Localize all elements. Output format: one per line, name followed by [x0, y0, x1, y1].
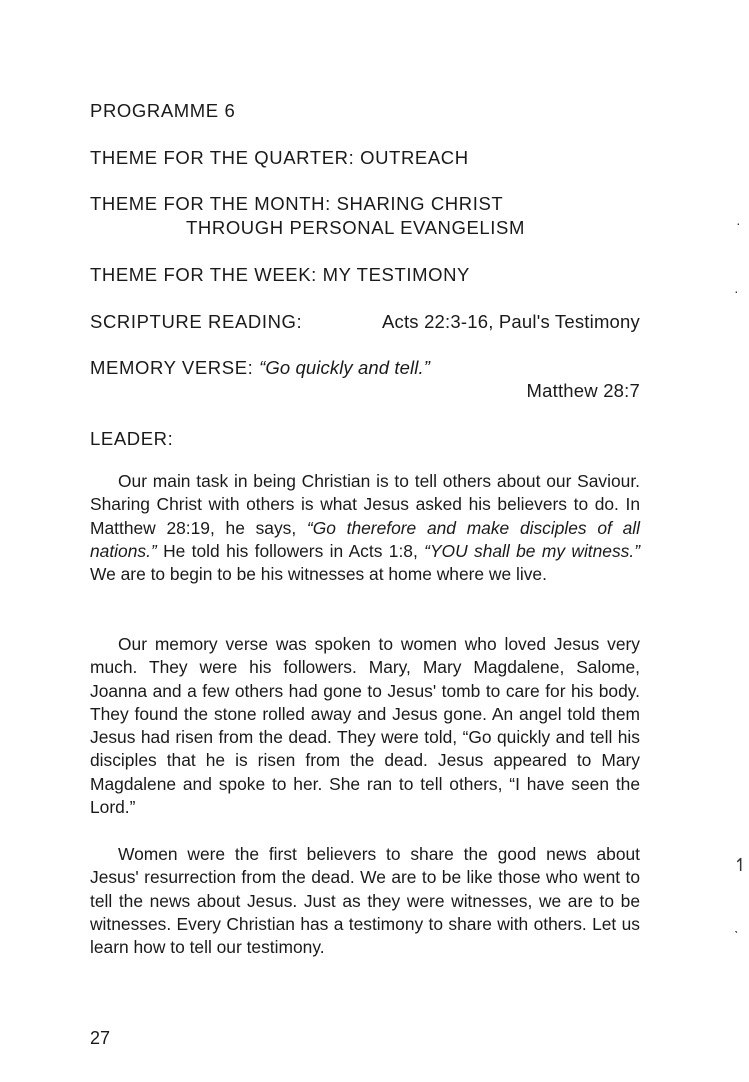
paragraph-3: Women were the first believers to share the good news about Jesus' resurrection from the dead. We are to be like those who went to tell the news about Jesus. Just as they were witnesses, we are to be witnesses. Every Christian has a testimony to share with others. Let us learn how to tell our testimony.: [90, 844, 640, 958]
paragraph-1: [90, 470, 640, 586]
leader-heading: LEADER:: [90, 428, 174, 449]
paragraph-2: Our memory verse was spoken to women who loved Jesus very much. They were his followers. Mary, Mary Magdalene, Salome, Joanna and a few others had gone to Jesus' tomb to care for his body. They found the stone rolled away and Jesus gone. An angel told them Jesus had risen from the dead. They were told, “Go quickly and tell his disciples that he is risen from the dead. Jesus appeared to Mary Magdalene and spoke to her. She ran to tell others, “I have seen the Lord.”: [90, 634, 640, 818]
theme-week: [90, 263, 640, 286]
programme-title: PROGRAMME 6: [90, 100, 236, 121]
theme-month: [90, 192, 640, 215]
paragraph-1-text-c: He told his followers in Acts 1:8,: [156, 540, 425, 561]
paragraph-1-text-e: We are to begin to be his witnesses at home where we live.: [90, 564, 547, 585]
theme-week-label: THEME FOR THE WEEK:: [90, 264, 317, 285]
paragraph-1-quote-matthew: “Go therefore and make disciples of all nations.”: [90, 517, 640, 561]
theme-week-value: MY TESTIMONY: [322, 264, 470, 285]
memory-verse: [90, 356, 640, 379]
scripture-label: SCRIPTURE READING:: [90, 311, 303, 332]
margin-speck: ˋ: [734, 928, 739, 944]
paragraph-1-text-a: Our main task in being Christian is to tell others about our Saviour. Sharing Christ with others is what Jesus asked his believers to do. In Matthew 28:19, he says,: [90, 471, 640, 538]
margin-speck: ·: [734, 283, 739, 299]
memory-verse-label: MEMORY VERSE:: [90, 357, 254, 378]
theme-month-label: THEME FOR THE MONTH:: [90, 193, 331, 214]
scripture-value: Acts 22:3-16, Paul's Testimony: [381, 311, 640, 332]
memory-verse-reference: Matthew 28:7: [526, 380, 640, 401]
theme-quarter: [90, 146, 640, 169]
margin-speck: ↿: [733, 855, 749, 875]
theme-quarter-label: THEME FOR THE QUARTER:: [90, 147, 355, 168]
theme-quarter-value: OUTREACH: [360, 147, 469, 168]
theme-month-value-1: SHARING CHRIST: [336, 193, 504, 214]
page-number: 27: [90, 1028, 111, 1048]
margin-speck: ·: [736, 215, 741, 231]
memory-verse-text: “Go quickly and tell.”: [259, 357, 430, 378]
scripture-reading: [90, 310, 640, 333]
theme-month-value-2: THROUGH PERSONAL EVANGELISM: [186, 217, 525, 238]
paragraph-1-quote-acts: “YOU shall be my witness.”: [424, 540, 640, 561]
